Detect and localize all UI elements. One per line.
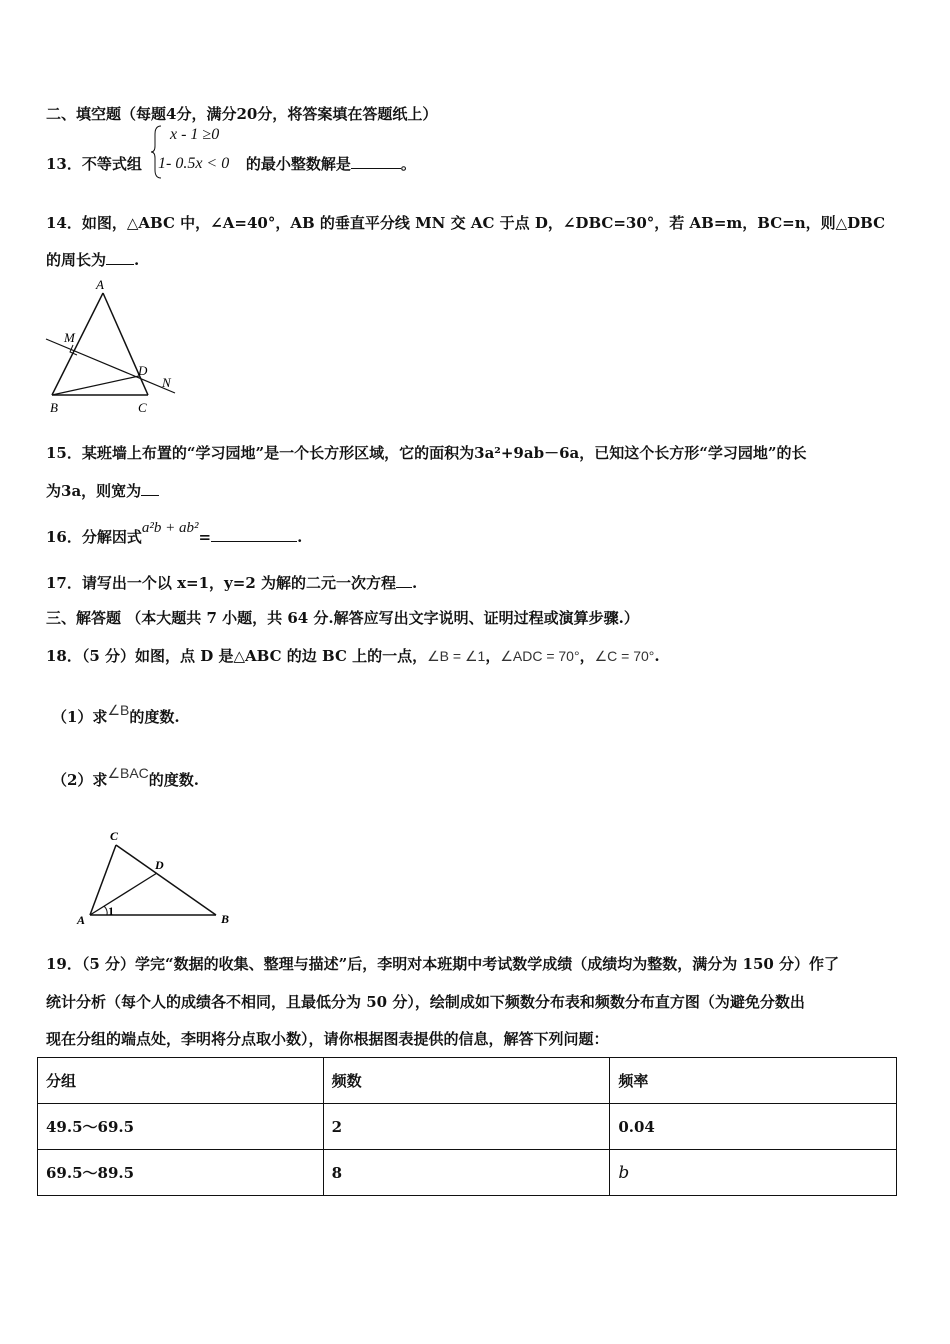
question-19-line-3: 现在分组的端点处，李明将分点取小数），请你根据图表提供的信息，解答下列问题：: [46, 1030, 609, 1048]
question-15-line-2: [46, 480, 159, 501]
q15-text2b: ，则宽为: [81, 482, 142, 500]
q13-prefix: 13．不等式组: [46, 155, 142, 173]
angle-1-arc: [104, 906, 107, 915]
label-n: N: [162, 375, 171, 390]
label-d: D: [138, 363, 148, 378]
segment-ad: [90, 873, 157, 915]
q18-sub2-a: （2）求: [52, 771, 108, 789]
label-a: A: [96, 277, 104, 292]
side-cb: [116, 845, 216, 915]
q15-length: 3a: [61, 482, 82, 500]
q13-suffix: 的最小整数解是: [245, 155, 351, 173]
question-19-line-2: 统计分析（每个人的成绩各不相同，且最低分为 50 分），绘制成如下频数分布表和频数分布直方图（为避免分数出: [46, 993, 805, 1011]
label-d: D: [155, 858, 164, 872]
q18-condition-1: ∠B = ∠1: [427, 648, 486, 664]
q15-text1b: ，已知这个长方形“学习园地”的长: [579, 444, 807, 462]
q15-text1a: 15．某班墙上布置的“学习园地”是一个长方形区域，它的面积为: [46, 444, 475, 462]
q18-text: 18．（5 分）如图，点 D 是△ABC 的边 BC 上的一点，: [46, 647, 428, 665]
q18-sep2: ，: [579, 647, 595, 665]
q16-answer-blank: [211, 527, 297, 542]
q18-sep1: ，: [485, 647, 501, 665]
table-row: [38, 1150, 897, 1196]
table-cell: b: [610, 1150, 897, 1196]
question-14-line-2: [46, 249, 139, 270]
frequency-table: [37, 1057, 897, 1196]
q16-end: .: [297, 528, 303, 546]
q15-text2a: 为: [46, 482, 62, 500]
header-group: 分组: [38, 1058, 324, 1104]
triangle-abc-figure: [40, 275, 190, 420]
q18-subquestion-2: [52, 765, 200, 790]
side-ab: [52, 293, 103, 395]
q15-answer-blank: [141, 481, 159, 496]
question-17: [46, 572, 417, 593]
q18-sub2-angle: ∠BAC: [107, 765, 149, 781]
q14-end: .: [134, 251, 140, 269]
table-row: [38, 1104, 897, 1150]
side-ac: [103, 293, 148, 395]
triangle-abc-q18-figure: [70, 825, 240, 930]
label-c: C: [110, 829, 119, 843]
inequality-1: x - 1 ≥0: [170, 126, 220, 143]
q18-sub1-angle: ∠B: [107, 702, 130, 718]
q13-end: 。: [400, 155, 416, 173]
q17-answer-blank: [396, 573, 412, 588]
label-b: B: [50, 400, 58, 415]
question-19-line-1: 19．（5 分）学完“数据的收集、整理与描述”后，李明对本班期中考试数学成绩（成绩均为整数，满分为 150 分）作了: [46, 955, 840, 973]
header-frequency: 频数: [323, 1058, 610, 1104]
q15-area-expr: 3a²+9ab－6a: [474, 444, 580, 462]
segment-bd: [52, 376, 139, 395]
q18-condition-2: ∠ADC = 70°: [500, 648, 580, 664]
table-cell: 0.04: [610, 1104, 897, 1150]
q16-prefix: 16．分解因式: [46, 528, 142, 546]
q17-end: .: [412, 574, 418, 592]
q14-text2: 的周长为: [46, 251, 107, 269]
q13-answer-blank: [351, 154, 401, 169]
q18-condition-3: ∠C = 70°: [594, 648, 655, 664]
table-cell: 49.5～69.5: [38, 1104, 324, 1150]
label-b: B: [221, 912, 230, 926]
q14-answer-blank: [106, 250, 134, 265]
label-m: M: [64, 330, 75, 345]
question-18: [46, 645, 660, 666]
label-a: A: [77, 913, 86, 927]
q16-equals: =: [198, 528, 212, 546]
table-cell: 2: [323, 1104, 610, 1150]
line-mn: [46, 339, 175, 393]
q18-sub1-b: 的度数.: [129, 708, 180, 726]
section-3-heading: 三、解答题 （本大题共 7 小题，共 64 分.解答应写出文字说明、证明过程或演算步骤.）: [46, 609, 639, 627]
q18-sub1-a: （1）求: [52, 708, 108, 726]
label-c: C: [138, 400, 147, 415]
header-rate: 频率: [610, 1058, 897, 1104]
question-15-line-1: [46, 442, 807, 463]
q17-text: 17．请写出一个以 x=1，y=2 为解的二元一次方程: [46, 574, 396, 592]
inequality-system: [150, 124, 250, 180]
q18-end: .: [654, 647, 660, 665]
inequality-2: 1- 0.5x < 0: [158, 155, 230, 172]
question-16: [46, 520, 303, 547]
q18-sub2-b: 的度数.: [148, 771, 200, 789]
table-header-row: [38, 1058, 897, 1104]
table-cell: 8: [323, 1150, 610, 1196]
section-2-heading: 二、填空题（每题4分，满分20分，将答案填在答题纸上）: [46, 105, 438, 123]
label-angle-1: 1: [108, 904, 114, 918]
q18-subquestion-1: [52, 702, 180, 727]
table-cell: 69.5～89.5: [38, 1150, 324, 1196]
question-14-line-1: 14．如图，△ABC 中，∠A=40°，AB 的垂直平分线 MN 交 AC 于点 D，∠DBC=30°，若 AB=m，BC=n，则△DBC: [46, 214, 886, 232]
q16-expression: a²b + ab²: [141, 520, 199, 536]
